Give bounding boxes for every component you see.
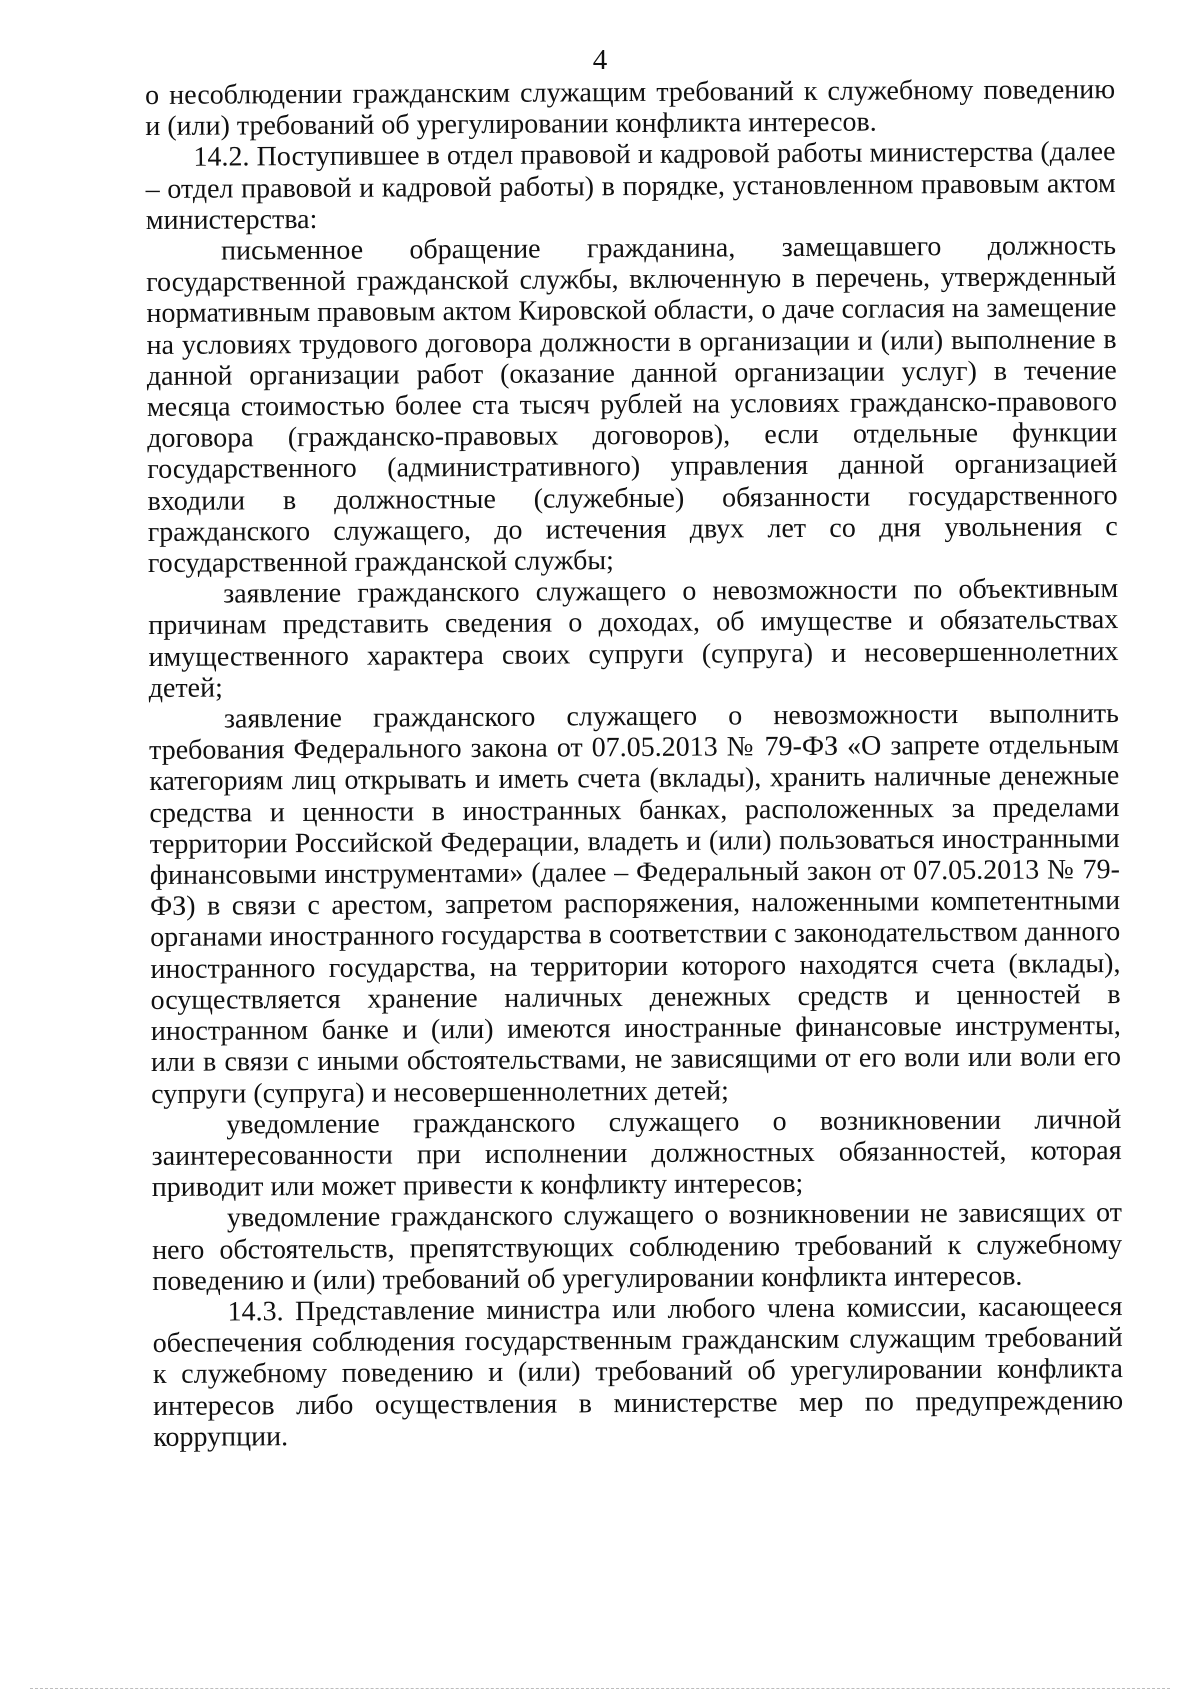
paragraph-continuation: о несоблюдении гражданским служащим требований к служебному поведению и (или) требований об урегулировании конфликта интересов. [145, 74, 1116, 143]
paragraph-personal-interest: уведомление гражданского служащего о возникновении личной заинтересованности при исполнении должностных обязанностей, которая приводит или может привести к конфликту интересов; [151, 1103, 1122, 1204]
paragraph-income-statement: заявление гражданского служащего о невозможности по объективным причинам представить сведения о доходах, об имуществе и обязательствах имущественного характера своих супруги (супруга) и несовершеннолетних детей; [148, 573, 1119, 704]
page-number: 4 [592, 44, 608, 76]
paragraph-foreign-accounts: заявление гражданского служащего о невозможности выполнить требования Федерального закона от 07.05.2013 № 79-ФЗ «О запрете отдельным категориям лиц открывать и иметь счета (вклады), хранить наличные денежные средства и ценности в иностранных банках, расположенных за пределами территории Российской Федерации, владеть и (или) пользоваться иностранными финансовыми инструментами» (далее – Федеральный закон от 07.05.2013 № 79-ФЗ) в связи с арестом, запретом распоряжения, наложенными компетентными органами иностранного государства в соответствии с законодательством данного иностранного государства, на территории которого находятся счета (вклады), осуществляется хранение наличных денежных средств и ценностей в иностранном банке и (или) имеются иностранные финансовые инструменты, или в связи с иными обстоятельствами, не зависящими от его воли или воли его супруги (супруга) и несовершеннолетних детей; [149, 698, 1122, 1110]
paragraph-circumstances: уведомление гражданского служащего о возникновении не зависящих от него обстоятельств, препятствующих соблюдению требований к служебному поведению и (или) требований об урегулировании конфликта интересов. [152, 1197, 1123, 1297]
paragraph-written-appeal: письменное обращение гражданина, замещавшего должность государственной гражданской службы, включенную в перечень, утвержденный нормативным правовым актом Кировской области, о даче согласия на замещение на условиях трудового договора должности в организации и (или) выполнение в данной организации работ (оказание данной организации услуг) в течение месяца стоимостью более ста тысяч рублей на условиях гражданско-правового договора (гражданско-правовых договоров), если отдельные функции государственного (административного) управления данной организацией входили в должностные (служебные) обязанности государственного гражданского служащего, до истечения двух лет со дня увольнения с государственной гражданской службы; [146, 230, 1118, 580]
paragraph-14-2: 14.2. Поступившее в отдел правовой и кадровой работы министерства (далее – отдел правовой и кадровой работы) в порядке, установленном правовым актом министерства: [145, 136, 1116, 236]
document-body [145, 74, 1123, 1453]
scan-edge-line [30, 1688, 1170, 1690]
paragraph-14-3: 14.3. Представление министра или любого члена комиссии, касающееся обеспечения соблюдения государственным гражданским служащим требований к служебному поведению и (или) требований об урегулировании конфликта интересов либо осуществления в министерстве мер по предупреждению коррупции. [152, 1290, 1124, 1453]
